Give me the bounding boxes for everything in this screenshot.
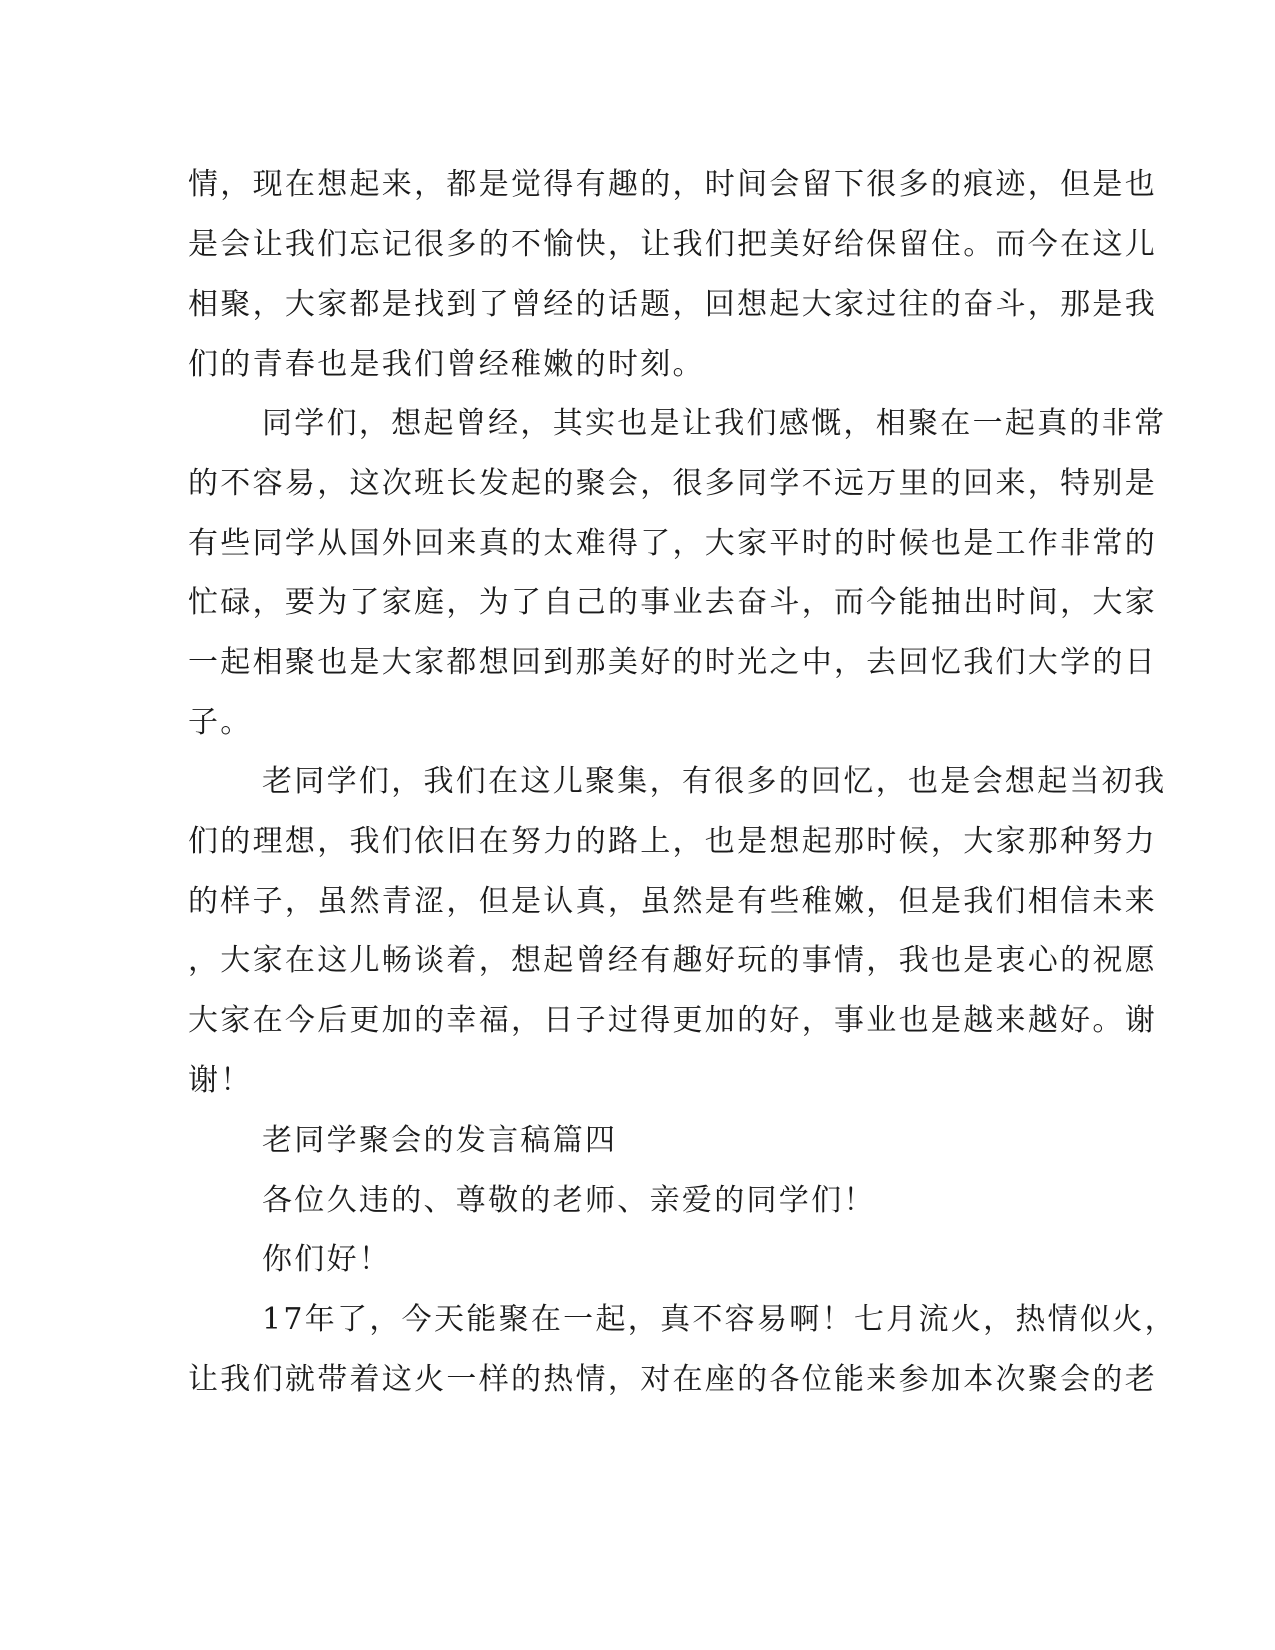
text-line: 大家在今后更加的幸福，日子过得更加的好，事业也是越来越好。谢 (188, 1003, 1157, 1038)
text-line: 情，现在想起来，都是觉得有趣的，时间会留下很多的痕迹，但是也 (188, 167, 1157, 202)
salutation: 各位久违的、尊敬的老师、亲爱的同学们！ (262, 1183, 876, 1218)
text-line: 是会让我们忘记很多的不愉快，让我们把美好给保留住。而今在这儿 (188, 227, 1157, 262)
text-line: 让我们就带着这火一样的热情，对在座的各位能来参加本次聚会的老 (188, 1362, 1157, 1397)
text-line: 相聚，大家都是找到了曾经的话题，回想起大家过往的奋斗，那是我 (188, 287, 1157, 322)
text-line: 一起相聚也是大家都想回到那美好的时光之中，去回忆我们大学的日 (188, 645, 1157, 680)
text-line: 同学们，想起曾经，其实也是让我们感慨，相聚在一起真的非常 (262, 406, 1167, 441)
text-line: 忙碌，要为了家庭，为了自己的事业去奋斗，而今能抽出时间，大家 (188, 585, 1157, 620)
text-line: 17年了，今天能聚在一起，真不容易啊！七月流火，热情似火， (262, 1302, 1177, 1337)
text-line: 们的理想，我们依旧在努力的路上，也是想起那时候，大家那种努力 (188, 824, 1157, 859)
text-line: 有些同学从国外回来真的太难得了，大家平时的时候也是工作非常的 (188, 526, 1157, 561)
section-heading: 老同学聚会的发言稿篇四 (262, 1123, 618, 1158)
text-line: 的不容易，这次班长发起的聚会，很多同学不远万里的回来，特别是 (188, 466, 1157, 501)
greeting: 你们好！ (262, 1242, 392, 1277)
text-line: 们的青春也是我们曾经稚嫩的时刻。 (188, 347, 705, 382)
text-line: 谢！ (188, 1063, 253, 1098)
text-line: ，大家在这儿畅谈着，想起曾经有趣好玩的事情，我也是衷心的祝愿 (188, 943, 1157, 978)
text-line: 的样子，虽然青涩，但是认真，虽然是有些稚嫩，但是我们相信未来 (188, 884, 1157, 919)
text-line: 子。 (188, 705, 253, 740)
text-line: 老同学们，我们在这儿聚集，有很多的回忆，也是会想起当初我 (262, 764, 1167, 799)
